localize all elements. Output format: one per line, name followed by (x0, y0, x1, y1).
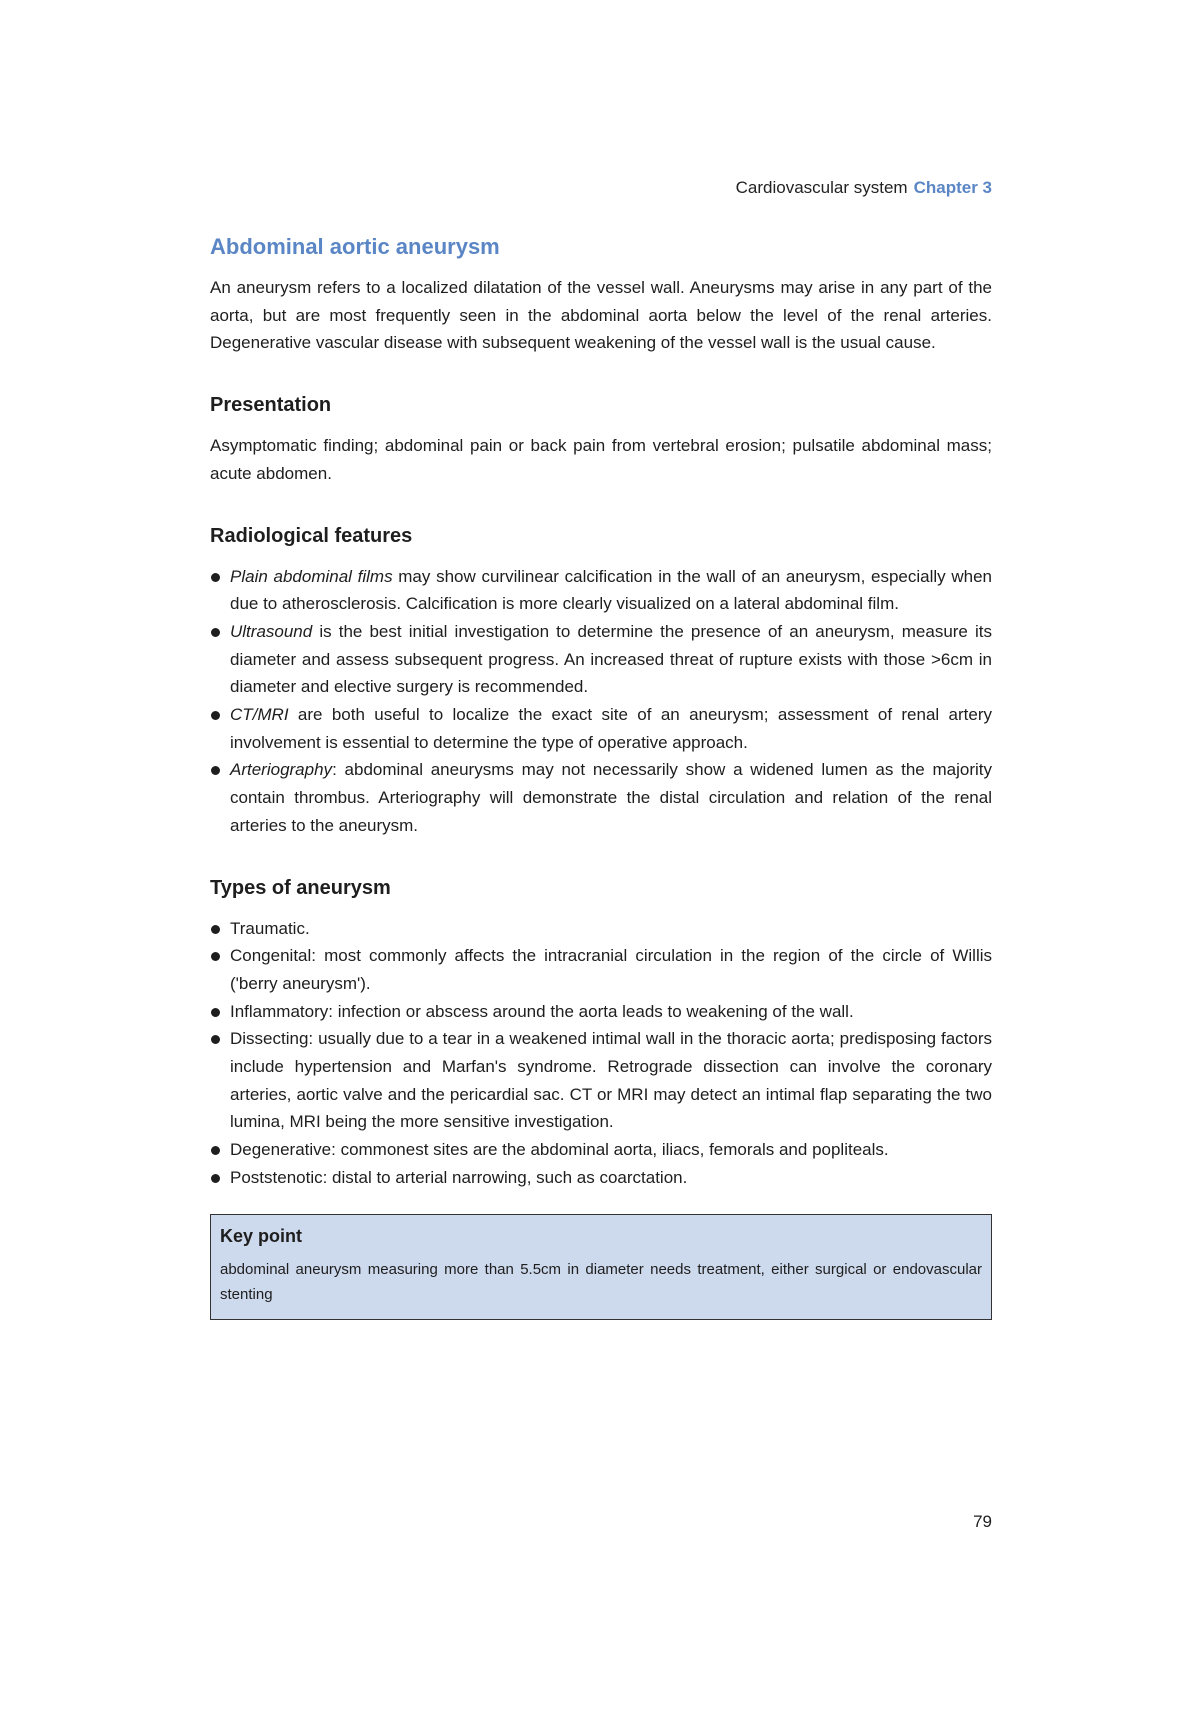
item-text: is the best initial investigation to determine the presence of an aneurysm, measure its diameter and assess subsequent progress. An increased threat of rupture exists with those >6cm in diameter and elective surgery is recommended. (230, 621, 992, 697)
radiological-section (210, 522, 992, 840)
running-head (736, 178, 992, 198)
item-text: Poststenotic: distal to arterial narrowing, such as coarctation. (230, 1167, 688, 1187)
item-text: Traumatic. (230, 918, 310, 938)
item-term: CT/MRI (230, 705, 289, 725)
running-title: Cardiovascular system (735, 178, 908, 197)
bullet-icon (211, 1146, 220, 1155)
item-text: Inflammatory: infection or abscess around the aorta leads to weakening of the wall. (230, 1001, 854, 1021)
list-item (210, 1136, 992, 1164)
types-list (210, 915, 992, 1192)
item-text: may show curvilinear calcification in the wall of an aneurysm, especially when due to atherosclerosis. Calcification is more clearly visualized on a lateral abdominal film. (230, 566, 992, 614)
presentation-section (210, 391, 992, 487)
bullet-icon (211, 1174, 220, 1183)
list-item (210, 563, 992, 618)
list-item (210, 1164, 992, 1192)
key-point-text: abdominal aneurysm measuring more than 5.5cm in diameter needs treatment, either surgical or endovascular stenting (220, 1260, 982, 1303)
bullet-icon (211, 1035, 220, 1044)
bullet-icon (211, 628, 220, 637)
list-item (210, 756, 992, 839)
radiological-list (210, 563, 992, 840)
item-text: Degenerative: commonest sites are the abdominal aorta, iliacs, femorals and popliteals. (230, 1140, 889, 1160)
chapter-label: Chapter 3 (913, 178, 992, 197)
list-item (210, 701, 992, 756)
list-item (210, 915, 992, 943)
radiological-heading: Radiological features (210, 524, 413, 547)
item-term: Ultrasound (230, 621, 313, 641)
types-section (210, 874, 992, 1192)
presentation-text: Asymptomatic finding; abdominal pain or back pain from vertebral erosion; pulsatile abdominal mass; acute abdomen. (210, 436, 992, 483)
item-term: Arteriography (230, 760, 333, 780)
item-text: Congenital: most commonly affects the intracranial circulation in the region of the circle of Willis ('berry aneurysm'). (230, 946, 992, 993)
bullet-icon (211, 925, 220, 934)
list-item (210, 998, 992, 1026)
list-item (210, 1025, 992, 1136)
list-item (210, 942, 992, 997)
key-point-title: Key point (220, 1225, 303, 1246)
page-title: Abdominal aortic aneurysm (210, 234, 500, 259)
bullet-icon (211, 952, 220, 961)
page-number: 79 (973, 1512, 992, 1531)
types-heading: Types of aneurysm (210, 876, 391, 899)
item-text: : abdominal aneurysms may not necessarily show a widened lumen as the majority contain thrombus. Arteriography will demonstrate the distal circulation and relation of the renal arteries to the aneurysm. (230, 760, 992, 835)
intro-paragraph: An aneurysm refers to a localized dilatation of the vessel wall. Aneurysms may arise in any part of the aorta, but are most frequently seen in the abdominal aorta below the level of the renal arteries. Degenerative vascular disease with subsequent weakening of the vessel wall is the usual cause. (210, 278, 992, 353)
presentation-heading: Presentation (210, 394, 332, 417)
item-text: are both useful to localize the exact site of an aneurysm; assessment of renal artery involvement is essential to determine the type of operative approach. (230, 705, 992, 752)
key-point-box (210, 1214, 992, 1320)
bullet-icon (211, 766, 220, 775)
bullet-icon (211, 1008, 220, 1017)
content (210, 232, 992, 1320)
bullet-icon (211, 711, 220, 720)
list-item (210, 618, 992, 701)
bullet-icon (211, 573, 220, 582)
item-text: Dissecting: usually due to a tear in a weakened intimal wall in the thoracic aorta; predisposing factors include hypertension and Marfan's syndrome. Retrograde dissection can involve the coronary arteries, aortic valve and the pericardial sac. CT or MRI may detect an intimal flap separating the two lumina, MRI being the more sensitive investigation. (230, 1029, 992, 1132)
item-term: Plain abdominal films (230, 566, 393, 586)
